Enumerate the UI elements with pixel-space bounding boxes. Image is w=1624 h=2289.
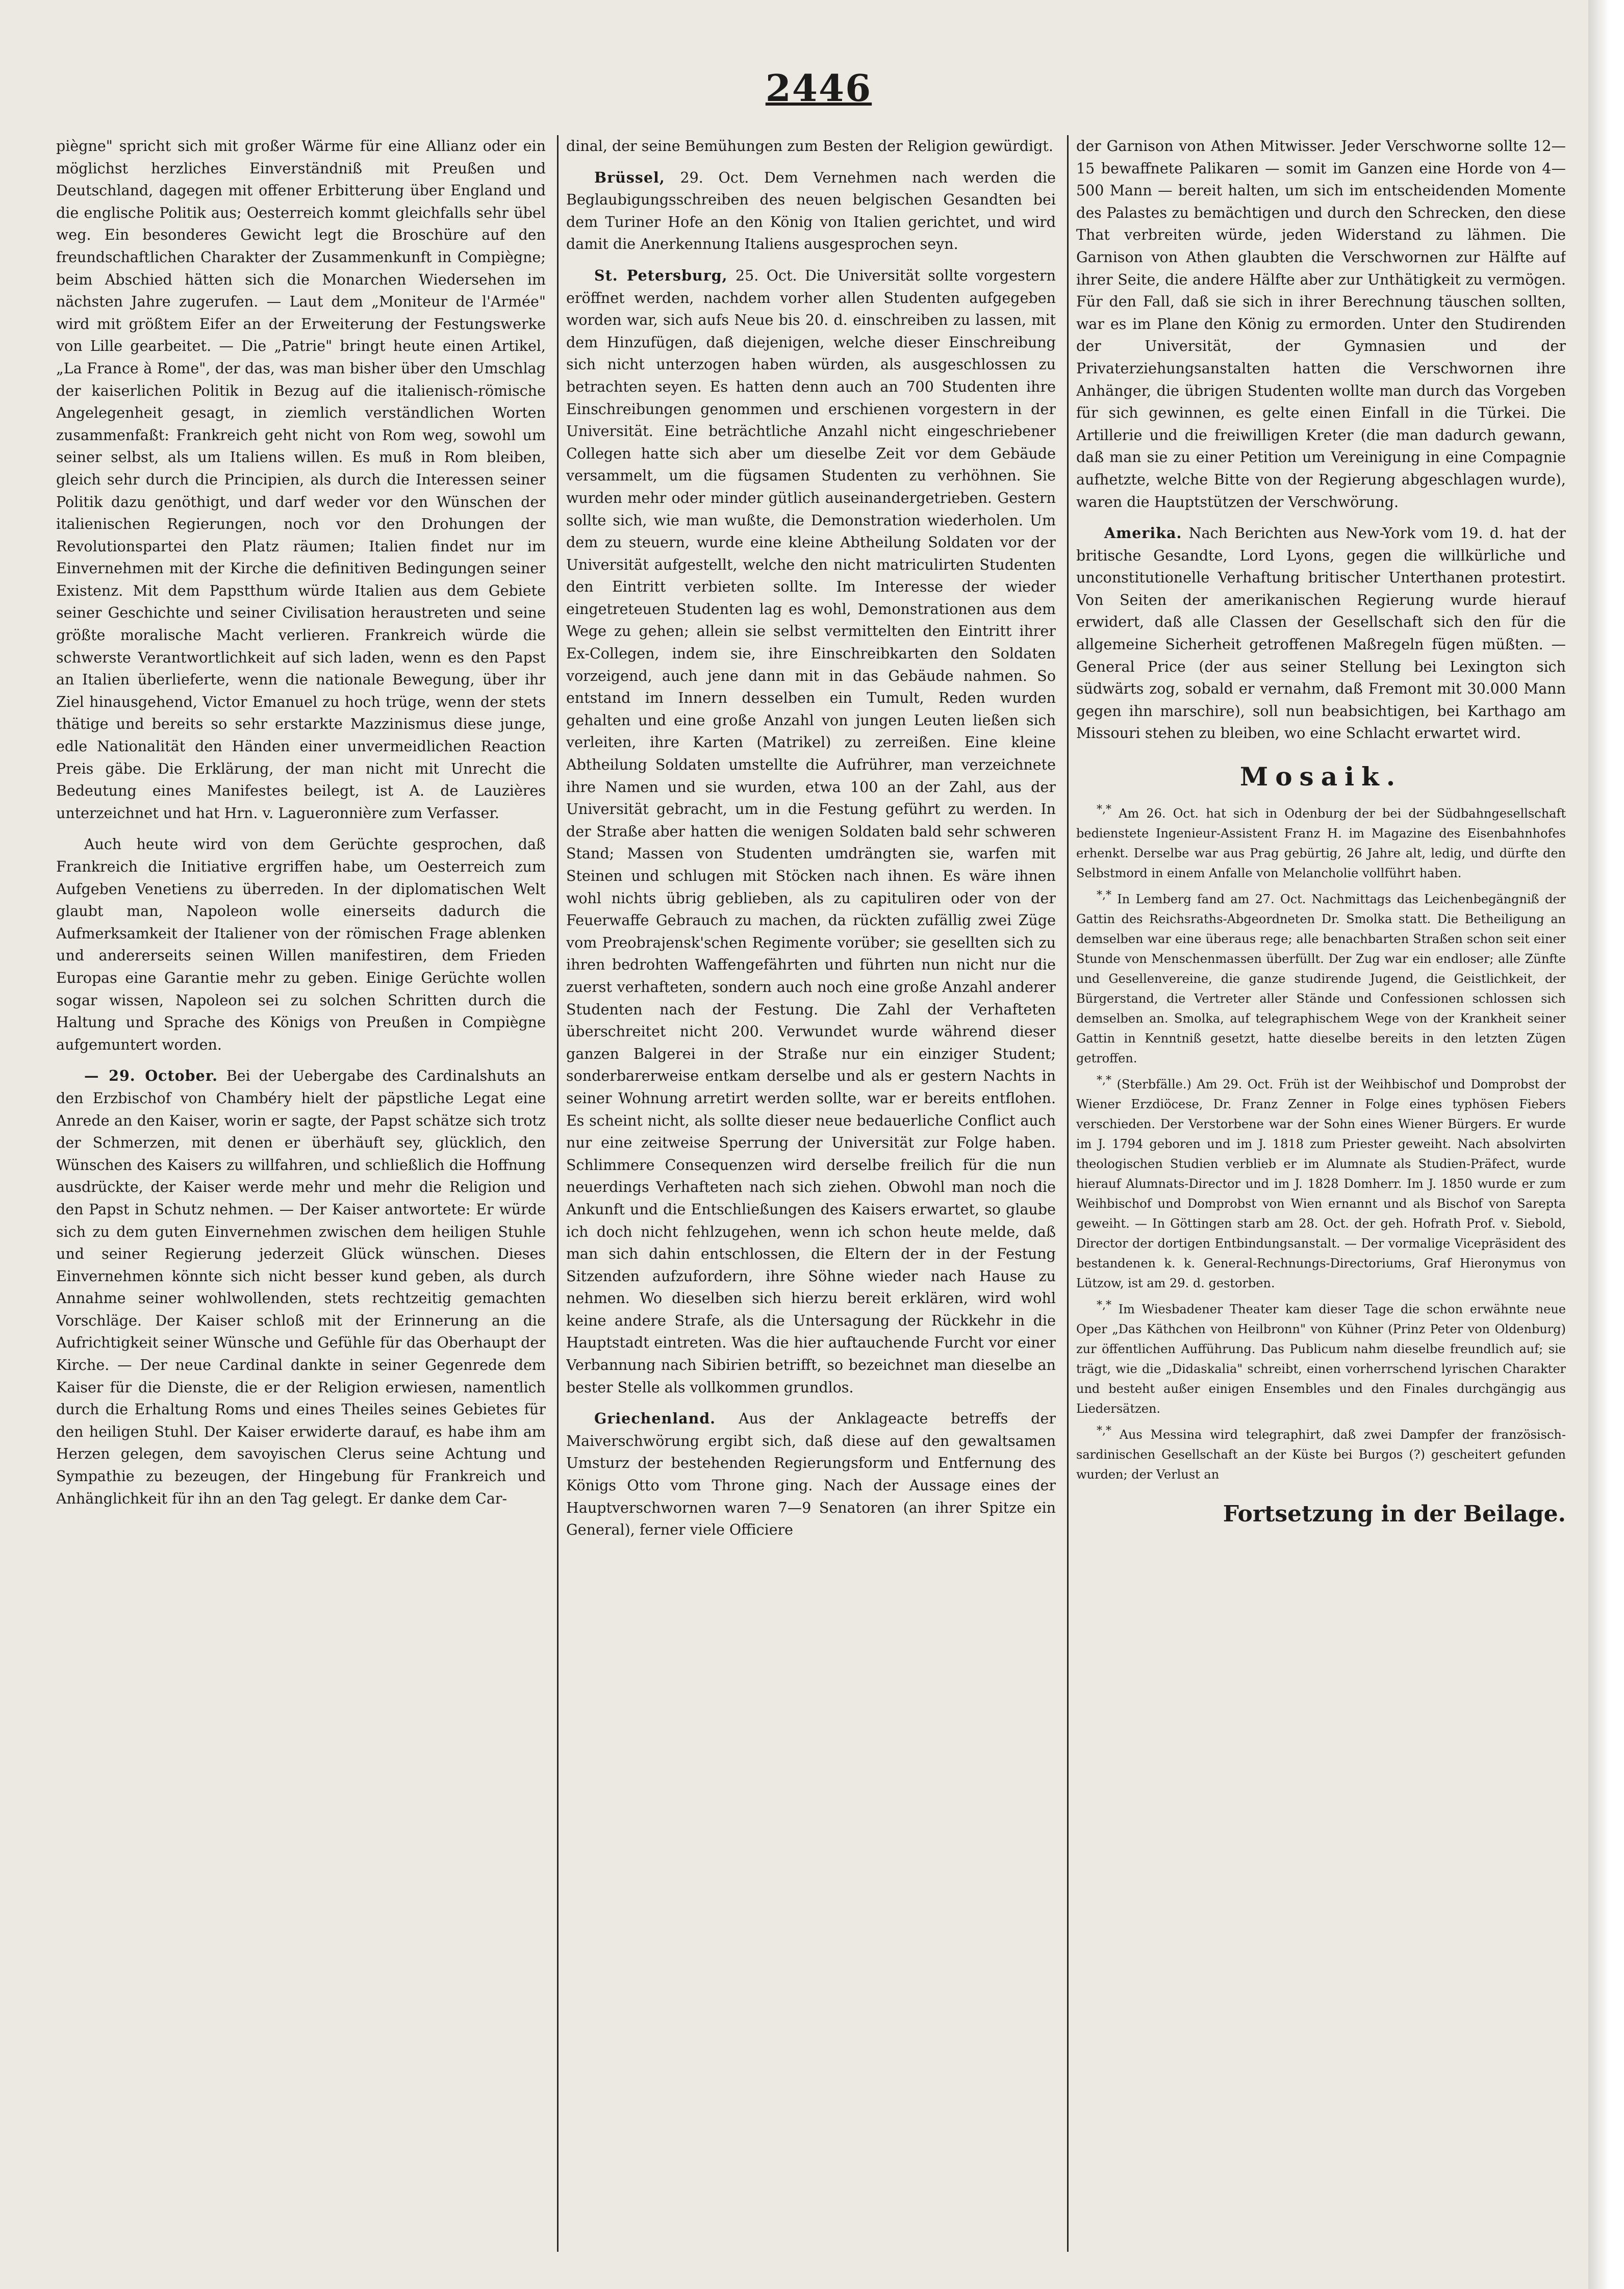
article-paragraph <box>566 135 1056 158</box>
paragraph-text: Aus der Anklageacte betreffs der Maiverschwörung ergibt sich, daß diese auf den gewaltsamen Umsturz der bestehenden Regierungsform und Entfernung des Königs Otto vom Throne ging. Nach der Aussage eines der Hauptverschwornen waren 7—9 Senatoren (an ihrer Spitze ein General), ferner viele Officiere <box>566 1410 1056 1539</box>
column-2 <box>566 135 1056 2252</box>
article-paragraph <box>566 167 1056 256</box>
mosaik-text: In Lemberg fand am 27. Oct. Nachmittags das Leichenbegängniß der Gattin des Reichsraths-Abgeordneten Dr. Smolka statt. Die Betheiligung an demselben war eine überaus rege; alle benachbarten Straßen schon seit einer Stunde von Menschenmassen überfüllt. Der Zug war ein endloser; alle Zünfte und Gesellenvereine, die ganze studirende Jugend, die Geistlichkeit, der Bürgerstand, die Vertreter aller Stände und Confessionen schlossen sich demselben an. Smolka, auf telegraphischem Wege von der Krankheit seiner Gattin in Kenntniß gesetzt, hatte dieselbe bereits in den letzten Zügen getroffen. <box>1076 892 1566 1066</box>
mosaik-item <box>1076 800 1566 883</box>
asterism-glyph: *,* <box>1097 889 1111 902</box>
mosaik-item <box>1076 1071 1566 1293</box>
paragraph-text: der Garnison von Athen Mitwisser. Jeder Verschworne sollte 12—15 bewaffnete Palikaren — somit im Ganzen eine Horde von 4—500 Mann — bereit halten, um sich im entscheidenden Momente des Palastes zu bemächtigen und durch den Schrecken, den diese That verbreiten würde, jeden Widerstand zu lähmen. Die Garnison von Athen glaubten die Verschwornen zur Hälfte auf ihrer Seite, die andere Hälfte aber zur Unthätigkeit zu vermögen. Für den Fall, daß sie sich in ihrer Berechnung täuschen sollten, war es im Plane den König zu ermorden. Unter den Studirenden der Universität, der Gymnasien und der Privaterziehungsanstalten hatten die Verschwornen ihre Anhänger, die übrigen Studenten wollte man durch das Vorgeben für sich gewinnen, es gelte einen Einfall in die Türkei. Die Artillerie und die freiwilligen Kreter (die man dadurch gewann, daß man sie zu einer Petition um Vereinigung in eine Compagnie aufhetzte, welche Bitte von der Regierung abgeschlagen wurde), waren die Hauptstützen der Verschwörung. <box>1076 138 1566 511</box>
dateline: St. Petersburg, <box>594 266 728 284</box>
mosaik-text: Am 26. Oct. hat sich in Odenburg der bei der Südbahngesellschaft bedienstete Ingenieur-Assistent Franz H. im Magazine des Eisenbahnhofes erhenkt. Derselbe war aus Prag gebürtig, 26 Jahre alt, ledig, und dürfte den Selbstmord in einem Anfalle von Melancholie vollführt haben. <box>1076 806 1566 881</box>
asterism-glyph: *,* <box>1097 803 1111 817</box>
article-paragraph <box>1076 135 1566 513</box>
page-number: 2446 <box>765 66 872 110</box>
paragraph-text: Nach Berichten aus New-York vom 19. d. hat der britische Gesandte, Lord Lyons, gegen die willkürliche und unconstitutionelle Verhaftung britischer Unterthanen protestirt. Von Seiten der amerikanischen Regierung wurde hierauf erwidert, daß alle Classen der Gesellschaft sich den für die allgemeine Sicherheit getroffenen Maßregeln fügen müßten. — General Price (der aus seiner Stellung bei Lexington sich südwärts zog, sobald er vernahm, daß Fremont mit 30.000 Mann gegen ihn marschire), soll nun beabsichtigen, bei Karthago am Missouri stehen zu bleiben, wo eine Schlacht erwartet wird. <box>1076 525 1566 742</box>
mosaik-text: Aus Messina wird telegraphirt, daß zwei Dampfer der französisch-sardinischen Gesellschaft an der Küste bei Burgos (?) gescheitert gefunden wurden; der Verlust an <box>1076 1428 1566 1482</box>
column-1 <box>56 135 546 2252</box>
paragraph-text: 29. Oct. Dem Vernehmen nach werden die Beglaubigungsschreiben des neuen belgischen Gesandten bei dem Turiner Hofe an den König von Italien gerichtet, und wird damit die Anerkennung Italiens ausgesprochen seyn. <box>566 169 1056 253</box>
article-paragraph <box>566 1408 1056 1541</box>
newspaper-page <box>56 66 1581 2259</box>
mosaik-item <box>1076 1421 1566 1485</box>
asterism-glyph: *,* <box>1097 1074 1111 1087</box>
scan-edge <box>1588 0 1624 2289</box>
article-paragraph <box>56 135 546 824</box>
paragraph-text: 25. Oct. Die Universität sollte vorgestern eröffnet werden, nachdem vorher allen Studenten aufgegeben worden war, sich aufs Neue bis 20. d. einschreiben zu lassen, mit dem Hinzufügen, daß diejenigen, welche dieser Einschreibung sich nicht unterzogen haben würden, als ausgeschlossen zu betrachten seyen. Es hatten denn auch an 700 Studenten ihre Einschreibungen genommen und erschienen vorgestern in der Universität. Eine beträchtliche Anzahl nicht eingeschriebener Collegen hatte sich aber um dieselbe Zeit vor dem Gebäude versammelt, um die fügsamen Studenten zu verhöhnen. Sie wurden mehr oder minder gütlich auseinandergetrieben. Gestern sollte sich, wie man wußte, die Demonstration wiederholen. Um dem zu steuern, wurde eine kleine Abtheilung Soldaten vor der Universität aufgestellt, welche den nicht matriculirten Studenten den Eintritt verbieten sollte. Im Interesse der wieder eingetreteuen Studenten lag es wohl, Demonstrationen aus dem Wege zu gehen; allein sie selbst vermittelten den Eintritt ihrer Ex-Collegen, indem sie, ihre Einschreibkarten den Soldaten vorzeigend, auch jene dann mit in das Gebäude nahmen. So entstand im Innern desselben ein Tumult, Reden wurden gehalten und eine große Anzahl von jungen Leuten ließen sich verleiten, ihre Karten (Matrikel) zu zerreißen. Eine kleine Abtheilung Soldaten umstellte die Aufrührer, man verzeichnete ihre Namen und sie wurden, etwa 100 an der Zahl, aus der Universität gebracht, um in die Festung geführt zu werden. In der Straße aber hatten die wenigen Soldaten bald sehr schweren Stand; Massen von Studenten umdrängten sie, warfen mit Steinen und schlugen mit Stöcken nach ihnen. Es wäre ihnen wohl nichts übrig geblieben, als zu capituliren oder von der Feuerwaffe Gebrauch zu machen, da rückten zufällig zwei Züge vom Preobrajensk'schen Regimente vorüber; sie gesellten sich zu ihren bedrohten Waffengefährten und führten nun nicht nur die zuerst verhafteten, sondern auch noch eine große Anzahl anderer Studenten nach der Festung. Die Zahl der Verhafteten überschreitet nicht 200. Verwundet wurde während dieser ganzen Balgerei in der Straße nur ein einziger Student; sonderbarerweise entkam derselbe und als er gestern Nachts in seiner Wohnung arretirt werden sollte, war er bereits entflohen. Es scheint nicht, als sollte dieser neue bedauerliche Conflict auch nur eine zeitweise Sperrung der Universität zur Folge haben. Schlimmere Consequenzen wird derselbe freilich für die nun neuerdings Verhafteten nach sich ziehen. Obwohl man noch die Ankunft und die Entschließungen des Kaisers erwartet, so glaube ich doch nicht fehlzugehen, wenn ich schon heute melde, daß man sich dahin entschlossen, die Eltern der in der Festung Sitzenden aufzufordern, ihre Söhne wieder nach Hause zu nehmen. Wo dieselben sich hierzu bereit erklären, wird wohl keine andere Strafe, als die Untersagung der Rückkehr in die Hauptstadt eintreten. Was die hier auftauchende Furcht vor einer Verbannung nach Sibirien betrifft, so bezeichnet man dieselbe an bester Stelle als vollkommen grundlos. <box>566 267 1056 1396</box>
mosaik-item <box>1076 1295 1566 1419</box>
paragraph-text: Auch heute wird von dem Gerüchte gesprochen, daß Frankreich die Initiative ergriffen habe, um Oesterreich zum Aufgeben Venetiens zu überreden. In der diplomatischen Welt glaubt man, Napoleon wolle einerseits dadurch die Aufmerksamkeit der Italiener von der römischen Frage ablenken und andererseits seinen Willen manifestiren, dem Frieden Europas eine Garantie mehr zu geben. Einige Gerüchte wollen sogar wissen, Napoleon sei zu solchen Schritten durch die Haltung und Sprache des Königs von Preußen in Compiègne aufgemuntert worden. <box>56 836 546 1053</box>
dateline: Amerika. <box>1104 524 1182 542</box>
paragraph-text: Bei der Uebergabe des Cardinalshuts an den Erzbischof von Chambéry hielt der päpstliche Legat eine Anrede an den Kaiser, worin er sagte, der Papst schätze sich trotz der Schmerzen, mit denen er überhäuft sey, glücklich, den Wünschen des Kaisers zu willfahren, und schließlich die Hoffnung ausdrückte, der Kaiser werde mehr und mehr die Religion und den Papst in Schutz nehmen. — Der Kaiser antwortete: Er würde sich zu dem guten Einvernehmen zwischen dem heiligen Stuhle und seiner Regierung jederzeit Glück wünschen. Dieses Einvernehmen könnte sich nicht besser kund geben, als durch Annahme seiner wohlwollenden, stets rechtzeitig gemachten Vorschläge. Der Kaiser schloß mit der Erinnerung an die Aufrichtigkeit seiner Wünsche und Gefühle für das Oberhaupt der Kirche. — Der neue Cardinal dankte in seiner Gegenrede dem Kaiser für die Dienste, die er der Religion erwiesen, namentlich durch die Erhaltung Roms und eines Theiles seines Gebietes für den heiligen Stuhl. Der Kaiser erwiderte darauf, es habe ihm am Herzen gelegen, dem savoyischen Clerus seine Achtung und Sympathie zu bezeugen, der Hingebung für Frankreich und Anhänglichkeit für ihn an den Tag gelegt. Er danke dem Car- <box>56 1067 546 1507</box>
paragraph-text: dinal, der seine Bemühungen zum Besten der Religion gewürdigt. <box>566 138 1053 155</box>
mosaik-text: Im Wiesbadener Theater kam dieser Tage die schon erwähnte neue Oper „Das Käthchen von Heilbronn" von Kühner (Prinz Peter von Oldenburg) zur öffentlichen Aufführung. Das Publicum nahm dieselbe freundlich auf; sie trägt, wie die „Didaskalia" schreibt, einen vorherrschend lyrischen Charakter und besteht außer einigen Ensembles und den Finales durchgängig aus Liedersätzen. <box>1076 1302 1566 1416</box>
mosaik-section <box>1076 800 1566 1485</box>
article-paragraph <box>56 833 546 1056</box>
dateline: Griechenland. <box>594 1410 716 1428</box>
paragraph-text: piègne" spricht sich mit großer Wärme für eine Allianz oder ein möglichst herzliches Einverständniß mit Preußen und Deutschland, dagegen mit offener Erbitterung über England und die englische Politik aus; Oesterreich kommt gleichfalls sehr übel weg. Ein besonderes Gewicht legt die Broschüre auf den freundschaftlichen Charakter der Zusammenkunft in Compiègne; beim Abschied hätten sich die Monarchen Wiedersehen im nächsten Jahre zugerufen. — Laut dem „Moniteur de l'Armée" wird mit größtem Eifer an der Erweiterung der Festungswerke von Lille gearbeitet. — Die „Patrie" bringt heute einen Artikel, „La France à Rome", der das, was man bisher über den Umschlag der kaiserlichen Politik in Bezug auf die italienisch-römische Angelegenheit gesagt, in ziemlich verständlichen Worten zusammenfaßt: Frankreich geht nicht von Rom weg, sowohl um seiner selbst, als um Italiens willen. Es muß in Rom bleiben, gleich sehr durch die Principien, als durch die Interessen seiner Politik dazu genöthigt, und darf weder vor den Wünschen der italienischen Regierungen, noch vor den Drohungen der Revolutionspartei den Platz räumen; Italien findet nur im Einvernehmen mit der Kirche die definitiven Bedingungen seiner Existenz. Mit dem Papstthum würde Italien aus dem Gebiete seiner Geschichte und seiner Civilisation heraustreten und seine größte moralische Macht verlieren. Frankreich würde die schwerste Verantwortlichkeit auf sich laden, wenn es den Papst an Italien überlieferte, wenn die nationale Bewegung, über ihr Ziel hinausgehend, Victor Emanuel zu hoch trüge, wenn der stets thätige und bereits so sehr erstarkte Mazzinismus diese junge, edle Nationalität den Händen einer unvermeidlichen Reaction Preis gäbe. Die Erklärung, der man nicht mit Unrecht die Bedeutung eines Manifestes beilegt, ist A. de Lauzières unterzeichnet und hat Hrn. v. Lagueronnière zum Verfasser. <box>56 138 546 822</box>
article-paragraph <box>566 265 1056 1398</box>
continued-in-supplement: Fortsetzung in der Beilage. <box>1223 1501 1566 1528</box>
column-rule <box>1067 135 1069 2252</box>
mosaik-item <box>1076 885 1566 1069</box>
column-rule <box>557 135 559 2252</box>
mosaik-text: (Sterbfälle.) Am 29. Oct. Früh ist der Weihbischof und Domprobst der Wiener Erzdiöcese, Dr. Franz Zenner in Folge eines typhösen Fiebers verschieden. Der Verstorbene war der Sohn eines Wiener Bürgers. Er wurde im J. 1794 geboren und im J. 1818 zum Priester geweiht. Nach absolvirten theologischen Studien verblieb er im Alumnate als Studien-Präfect, wurde hierauf Alumnats-Director und im J. 1828 Domherr. Im J. 1850 wurde er zum Weihbischof und Domprobst von Wien ernannt und als Bischof von Sarepta geweiht. — In Göttingen starb am 28. Oct. der geh. Hofrath Prof. v. Siebold, Director der dortigen Entbindungsanstalt. — Der vormalige Vicepräsident des bestandenen k. k. General-Rechnungs-Directoriums, Graf Hieronymus von Lützow, ist am 29. d. gestorben. <box>1076 1077 1566 1291</box>
dateline: Brüssel, <box>594 168 665 186</box>
article-paragraph <box>1076 522 1566 745</box>
mosaik-heading: Mosaik. <box>1239 761 1403 792</box>
asterism-glyph: *,* <box>1097 1425 1111 1438</box>
column-3 <box>1076 135 1566 2252</box>
article-paragraph <box>56 1065 546 1510</box>
asterism-glyph: *,* <box>1097 1299 1111 1312</box>
dateline: — 29. October. <box>84 1067 218 1085</box>
